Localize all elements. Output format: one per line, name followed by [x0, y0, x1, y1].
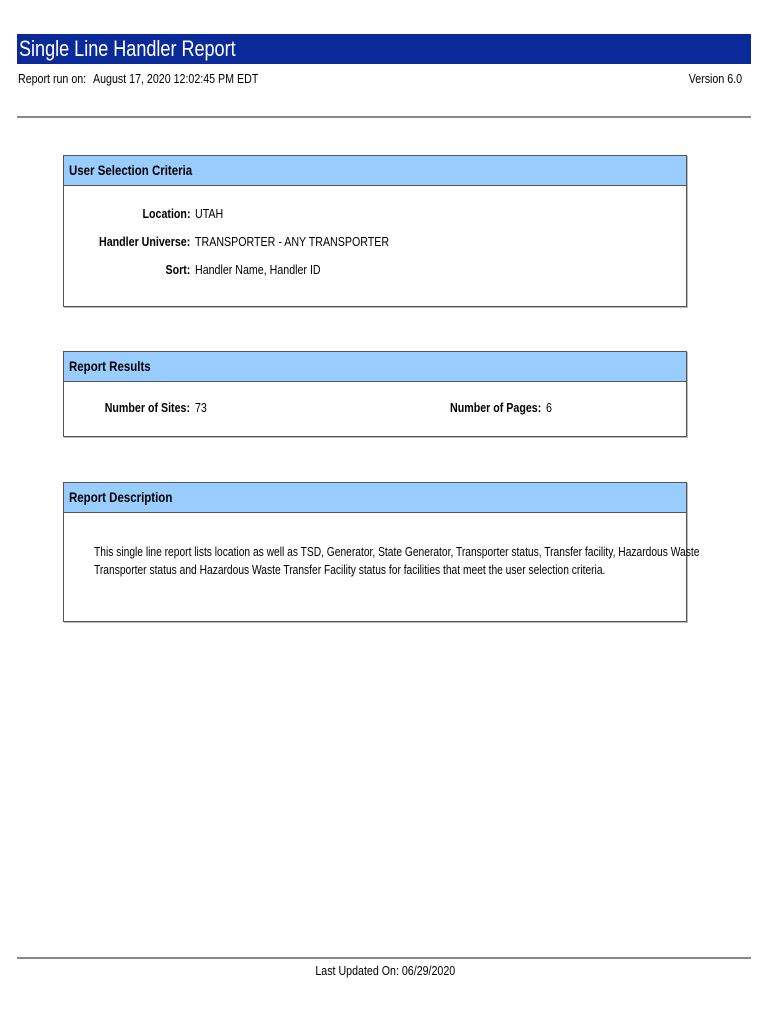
number-of-sites-label: Number of Sites: — [104, 400, 190, 415]
report-results-header: Report Results — [64, 352, 686, 382]
location-label: Location: — [142, 206, 190, 221]
report-description-text — [94, 543, 734, 579]
description-line-1: This single line report lists location as well as TSD, Generator, State Generator, Transporter status, Transfer facility, Hazardous Waste — [94, 545, 700, 559]
report-description-panel — [63, 482, 700, 622]
handler-universe-label: Handler Universe: — [98, 234, 190, 249]
handler-universe-value: TRANSPORTER - ANY TRANSPORTER — [195, 234, 390, 249]
report-version: Version 6.0 — [688, 71, 742, 86]
user-selection-criteria-panel — [63, 155, 687, 307]
footer-divider — [17, 957, 751, 959]
sort-label: Sort: — [165, 262, 190, 277]
location-value: UTAH — [195, 206, 224, 221]
sort-value: Handler Name, Handler ID — [195, 262, 321, 277]
report-title-bar — [17, 34, 751, 64]
report-run-label: Report run on: — [18, 71, 87, 86]
report-run-value: August 17, 2020 12:02:45 PM EDT — [93, 71, 259, 86]
number-of-sites-value: 73 — [195, 400, 207, 415]
last-updated-footer: Last Updated On: 06/29/2020 — [315, 963, 455, 978]
number-of-pages-label: Number of Pages: — [449, 400, 541, 415]
description-line-2: Transporter status and Hazardous Waste Transfer Facility status for facilities that meet the user selection criteria. — [94, 563, 606, 577]
report-results-panel — [63, 351, 687, 437]
report-description-header: Report Description — [64, 483, 686, 513]
header-divider — [17, 116, 751, 118]
user-selection-criteria-header: User Selection Criteria — [64, 156, 686, 186]
number-of-pages-value: 6 — [546, 400, 552, 415]
report-title: Single Line Handler Report — [19, 36, 236, 61]
